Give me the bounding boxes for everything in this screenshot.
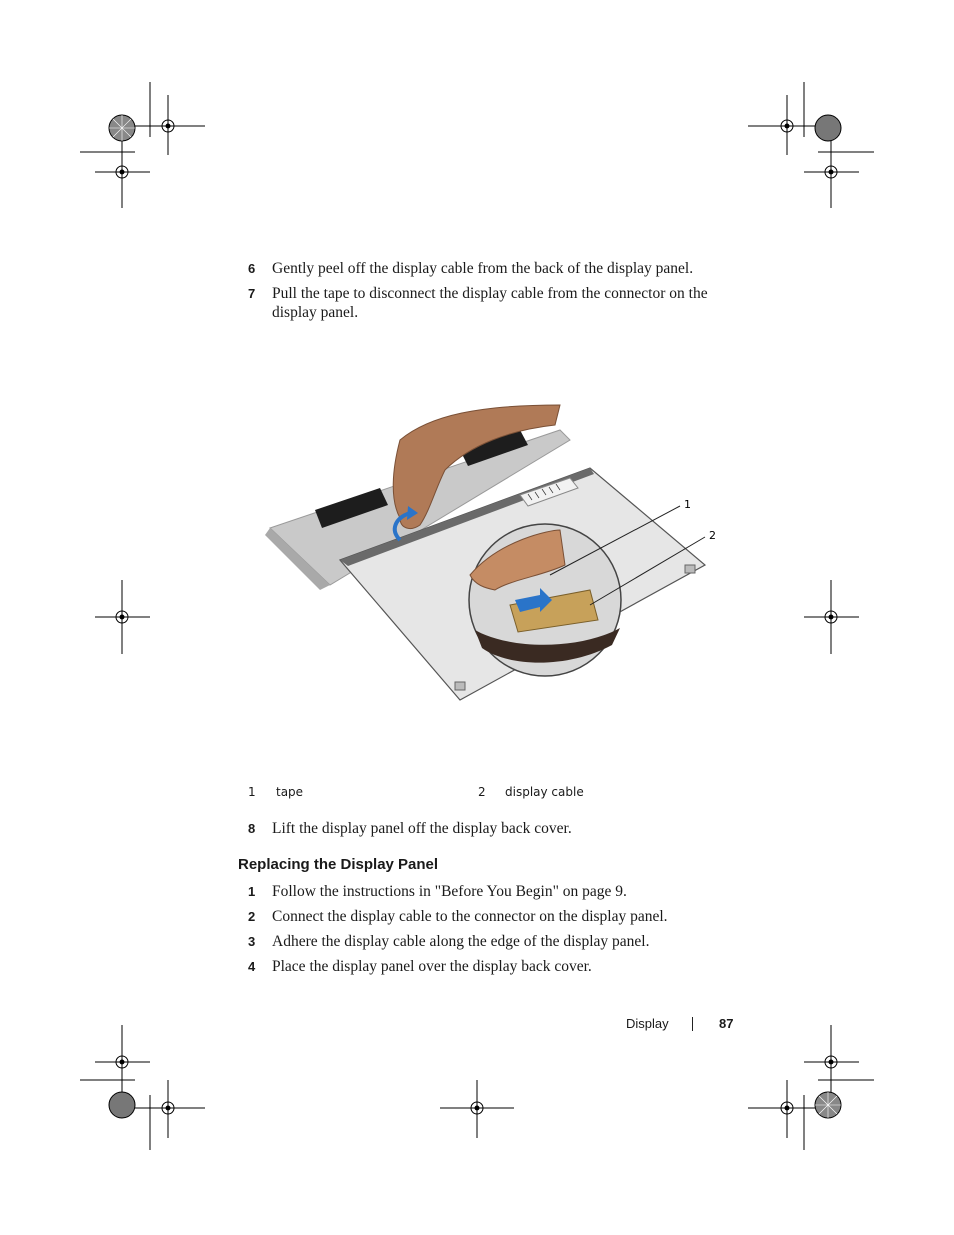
step-7: [248, 285, 728, 322]
step-6: [248, 260, 728, 279]
step-text: Connect the display cable to the connector on the display panel.: [272, 908, 668, 925]
replace-step-2: [248, 908, 728, 927]
step-8: [248, 820, 728, 839]
callout-1: 1: [684, 498, 691, 511]
step-number: 8: [248, 821, 256, 836]
step-text: Pull the tape to disconnect the display cable from the connector on the display panel.: [272, 285, 708, 321]
step-number: 4: [248, 959, 256, 974]
callout-2: 2: [709, 529, 716, 542]
step-number: 7: [248, 286, 256, 301]
replace-step-1: [248, 883, 728, 902]
replace-step-3: [248, 933, 728, 952]
replace-step-4: [248, 958, 728, 977]
section-heading: Replacing the Display Panel: [238, 856, 439, 873]
legend-label-display-cable: display cable: [505, 785, 584, 799]
step-text: Adhere the display cable along the edge of the display panel.: [272, 933, 650, 950]
legend-num-2: 2: [478, 785, 486, 799]
step-text: Lift the display panel off the display back cover.: [272, 820, 572, 837]
footer-divider: [692, 1017, 693, 1031]
step-text: Follow the instructions in "Before You Begin" on page 9.: [272, 883, 627, 900]
page-number: 87: [719, 1016, 734, 1031]
step-text: Place the display panel over the display back cover.: [272, 958, 592, 975]
step-number: 6: [248, 261, 256, 276]
step-text: Gently peel off the display cable from the back of the display panel.: [272, 260, 694, 277]
legend-label-tape: tape: [276, 785, 304, 799]
step-number: 1: [248, 884, 256, 899]
step-number: 2: [248, 909, 256, 924]
footer-section-name: Display: [626, 1016, 669, 1031]
legend-num-1: 1: [248, 785, 256, 799]
step-number: 3: [248, 934, 256, 949]
display-panel-illustration: [260, 400, 730, 710]
